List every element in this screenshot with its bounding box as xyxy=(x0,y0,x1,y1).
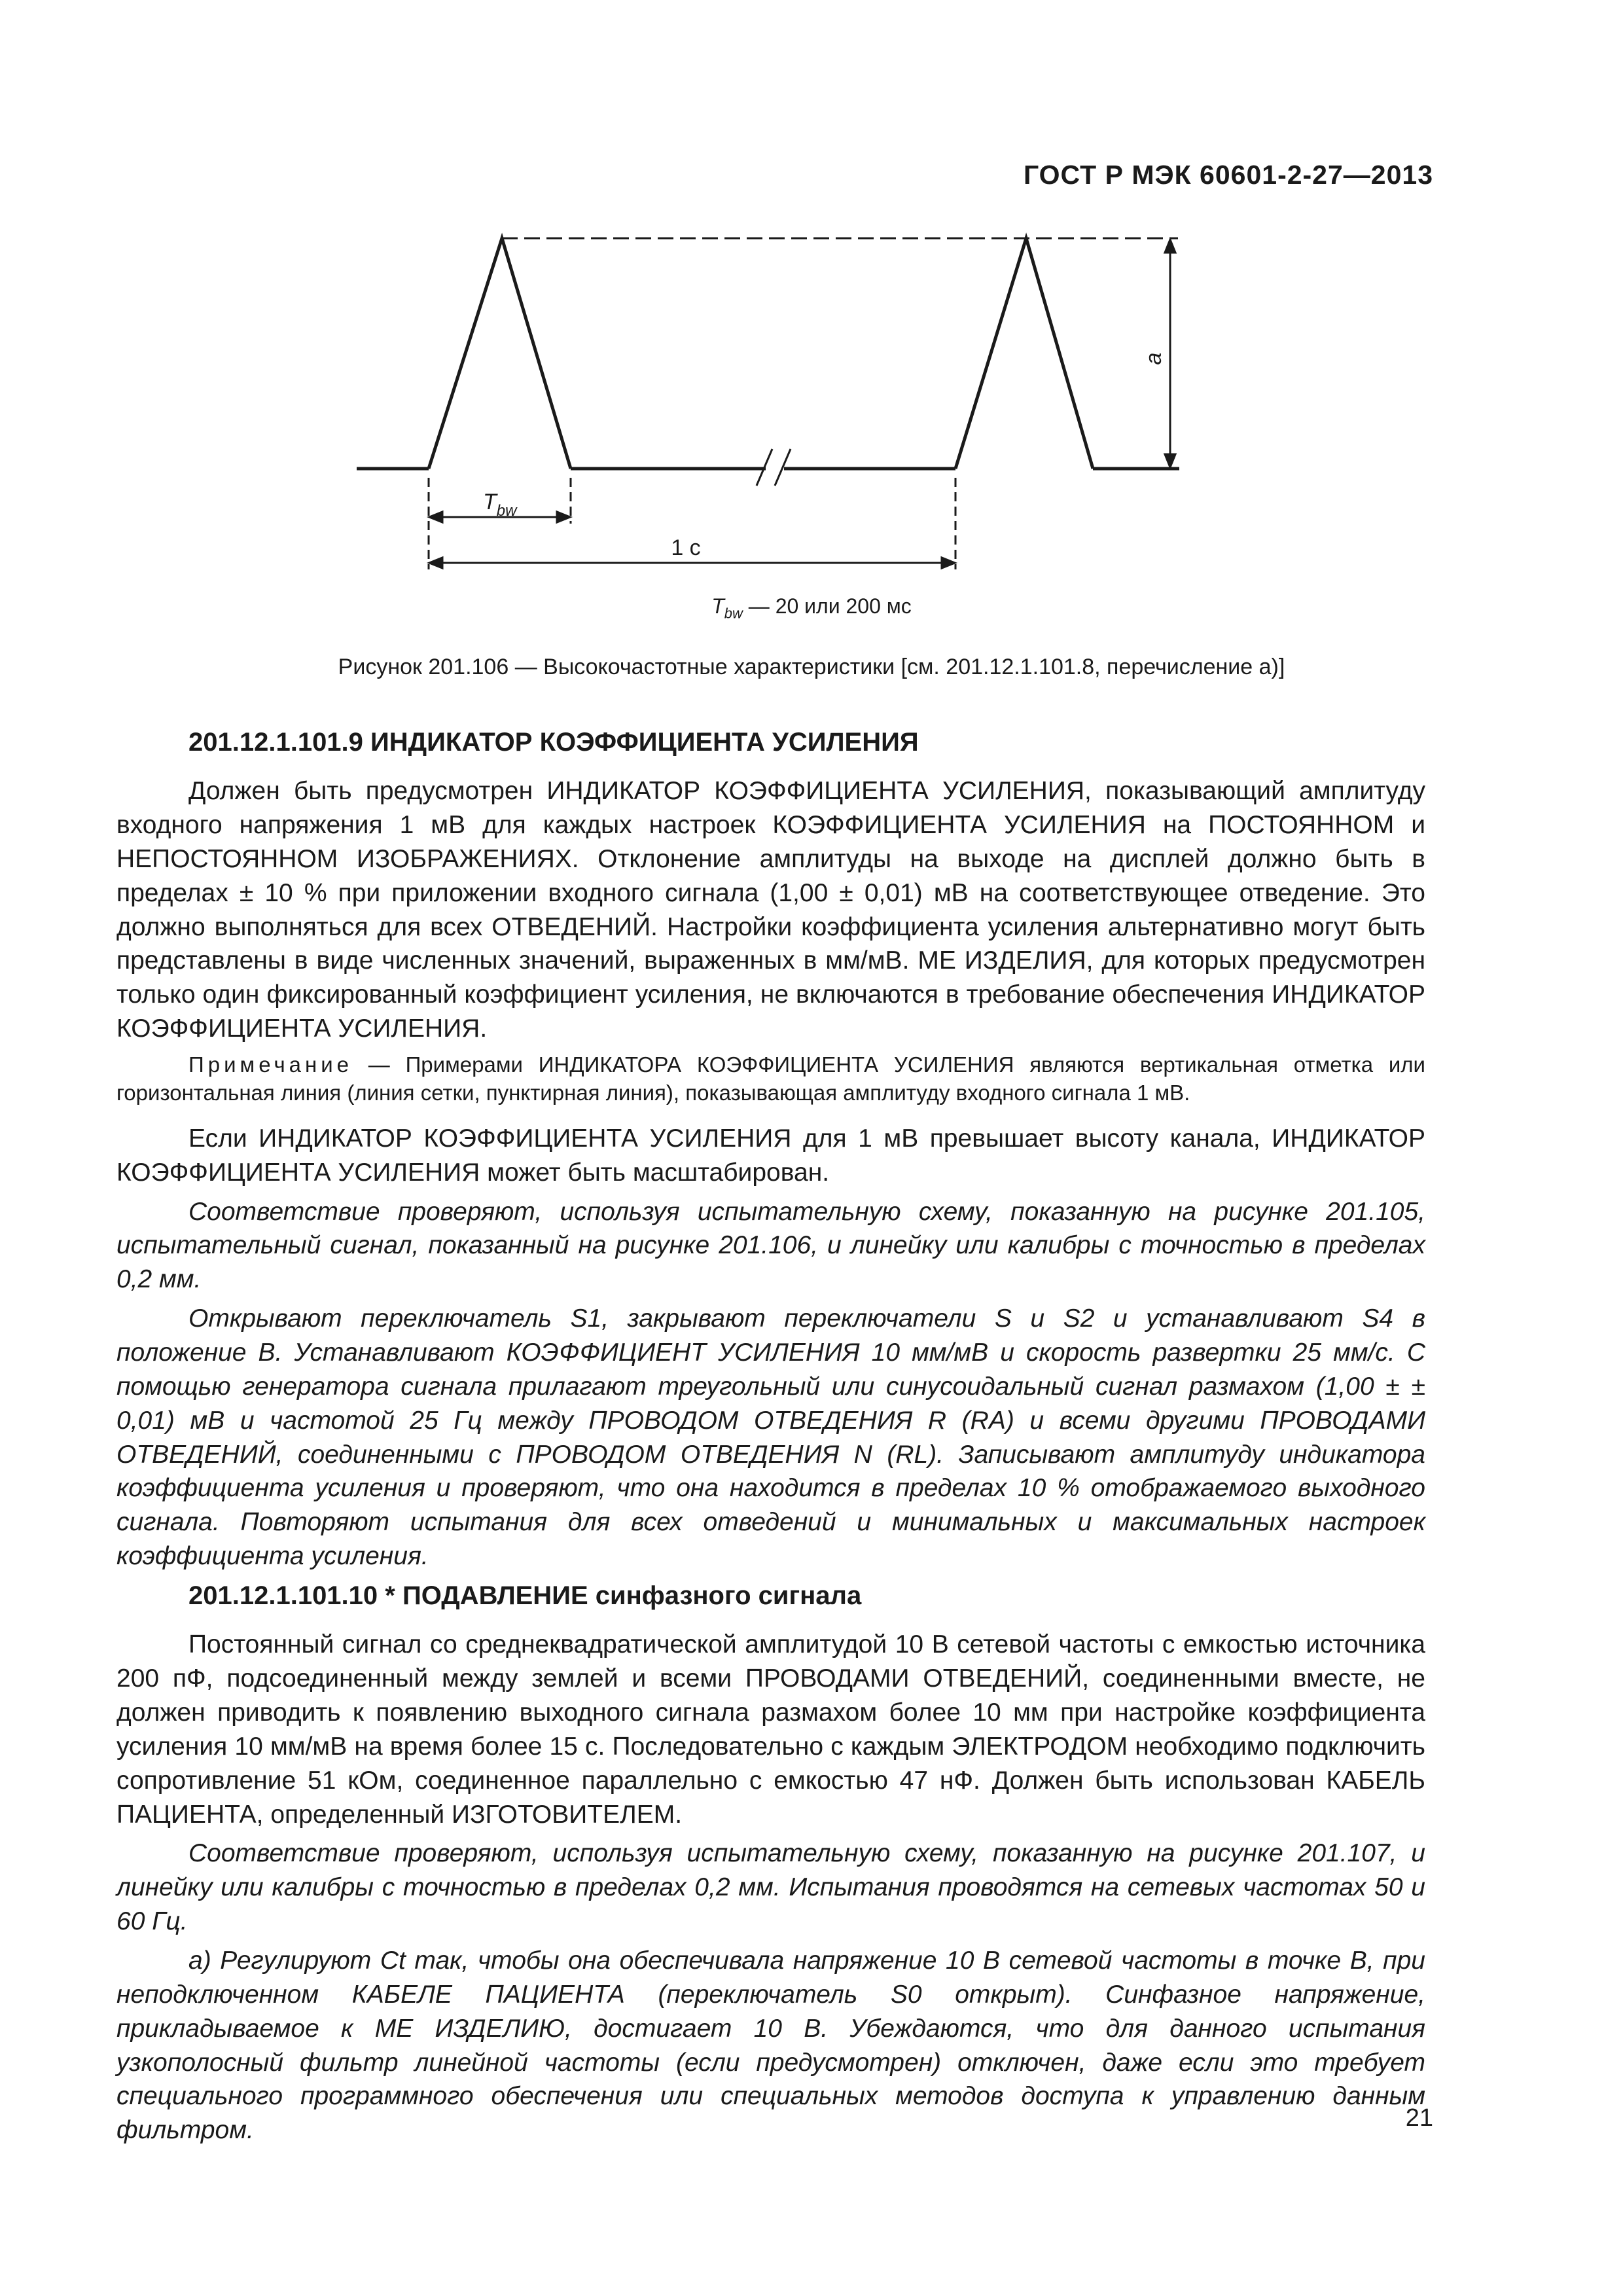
test-procedure-paragraph: а) Регулируют Ct так, чтобы она обеспечивала напряжение 10 В сетевой частоты в точке В, при неподключенном КАБЕЛЕ ПАЦИЕНТА (переключатель S0 открыт). Синфазное напряжение, прикладываемое к МЕ ИЗДЕЛИЮ, достигает 10 В. Убеждаются, что для данного испытания узкополосный фильтр линейной частоты (если предусмотрен) отключен, даже если это требует специального программного обеспечения или специальных методов доступа к управлению данным фильтром. xyxy=(116,1946,1425,2145)
note: Примечание — Примерами ИНДИКАТОРА КОЭФФИЦИЕНТА УСИЛЕНИЯ являются вертикальная отметка или горизонтальная линия (линия сетки, пунктирная линия), показывающая амплитуду входного сигнала 1 мВ. xyxy=(116,1052,1425,1105)
triangle-pulse-1 xyxy=(429,238,571,469)
section-heading: 201.12.1.101.10 * ПОДАВЛЕНИЕ синфазного сигнала xyxy=(188,1581,862,1611)
one-second-label: 1 с xyxy=(671,535,701,560)
tbw-label: $T_{bw}$ xyxy=(483,490,517,520)
paragraph: Если ИНДИКАТОР КОЭФФИЦИЕНТА УСИЛЕНИЯ для 1 мВ превышает высоту канала, ИНДИКАТОР КОЭФФИЦИЕНТА УСИЛЕНИЯ может быть масштабирован. xyxy=(116,1124,1425,1187)
tbw-dimension xyxy=(429,478,571,569)
figure-caption: Рисунок 201.106 — Высокочастотные характеристики [см. 201.12.1.101.8, перечисление а)] xyxy=(338,655,1285,679)
triangle-pulse-2 xyxy=(955,238,1093,469)
amplitude-arrow xyxy=(1165,240,1175,467)
paragraph: Постоянный сигнал со среднеквадратической амплитудой 10 В сетевой частоты с емкостью источника 200 пФ, подсоединенный между землей и всеми ПРОВОДАМИ ОТВЕДЕНИЙ, соединенными вместе, не должен приводить к появлению выходного сигнала размахом более 10 мм при настройке коэффициента усиления 10 мм/мВ на время более 15 с. Последовательно с каждым ЭЛЕКТРОДОМ необходимо подключить сопротивление 51 кОм, соединенное параллельно с емкостью 47 нФ. Должен быть использован КАБЕЛЬ ПАЦИЕНТА, определенный ИЗГОТОВИТЕЛЕМ. xyxy=(116,1630,1425,1829)
document-standard-header: ГОСТ Р МЭК 60601-2-27—2013 xyxy=(1023,160,1433,190)
figure-legend: $T_{bw}$ — 20 или 200 мс xyxy=(711,594,912,622)
section-heading: 201.12.1.101.9 ИНДИКАТОР КОЭФФИЦИЕНТА УСИЛЕНИЯ xyxy=(188,728,919,757)
compliance-paragraph: Соответствие проверяют, используя испытательную схему, показанную на рисунке 201.107, и линейку или калибры с точностью в пределах 0,2 мм. Испытания проводятся на сетевых частотах 50 и 60 Гц. xyxy=(116,1839,1425,1936)
test-procedure-paragraph: Открывают переключатель S1, закрывают переключатели S и S2 и устанавливают S4 в положение В. Устанавливают КОЭФФИЦИЕНТ УСИЛЕНИЯ 10 мм/мВ и скорость развертки 25 мм/с. С помощью генератора сигнала прилагают треугольный или синусоидальный сигнал размахом (1,00 ± ± 0,01) мВ и частотой 25 Гц между ПРОВОДОМ ОТВЕДЕНИЯ R (RA) и всеми другими ПРОВОДАМИ ОТВЕДЕНИЙ, соединенными с ПРОВОДОМ ОТВЕДЕНИЯ N (RL). Записывают амплитуду индикатора коэффициента усиления и проверяют, что она находится в пределах 10 % отображаемого выходного сигнала. Повторяют испытания для всех отведений и минимальных и максимальных настроек коэффициента усиления. xyxy=(116,1304,1425,1571)
paragraph: Должен быть предусмотрен ИНДИКАТОР КОЭФФИЦИЕНТА УСИЛЕНИЯ, показывающий амплитуду входного напряжения 1 мВ для каждых настроек КОЭФФИЦИЕНТА УСИЛЕНИЯ на ПОСТОЯННОМ и НЕПОСТОЯННОМ ИЗОБРАЖЕНИЯХ. Отклонение амплитуды на выходе на дисплей должно быть в пределах ± 10 % при приложении входного сигнала (1,00 ± 0,01) мВ на соответствующее отведение. Это должно выполняться для всех ОТВЕДЕНИЙ. Настройки коэффициента усиления альтернативно могут быть представлены в виде численных значений, выраженных в мм/мВ. МЕ ИЗДЕЛИЯ, для которых предусмотрен только один фиксированный коэффициент усиления, не включаются в требование обеспечения ИНДИКАТОР КОЭФФИЦИЕНТА УСИЛЕНИЯ. xyxy=(116,777,1425,1043)
page-number: 21 xyxy=(1405,2104,1433,2132)
section-gain-indicator xyxy=(116,725,1425,2153)
amplitude-label: a xyxy=(1141,352,1166,365)
compliance-paragraph: Соответствие проверяют, используя испытательную схему, показанную на рисунке 201.105, испытательный сигнал, показанный на рисунке 201.106, и линейку или калибры с точностью в пределах 0,2 мм. xyxy=(116,1197,1425,1294)
